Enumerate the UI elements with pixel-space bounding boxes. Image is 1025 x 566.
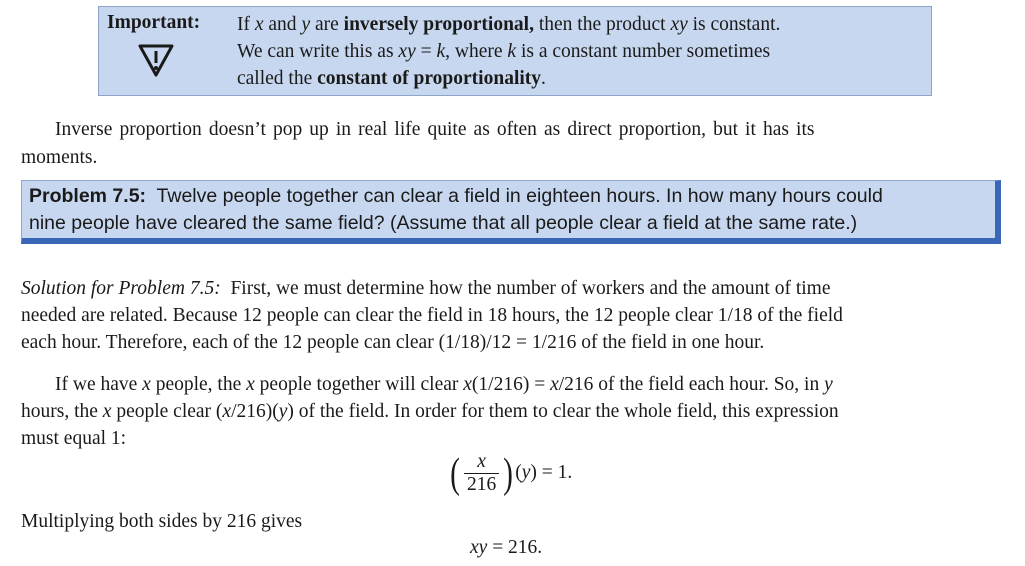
var-x: x (142, 374, 151, 395)
solution-label: Solution for Problem 7.5: (21, 278, 221, 299)
text: people clear ( (111, 401, 223, 422)
text: people, the (150, 374, 247, 395)
text: = (415, 41, 437, 62)
var-y: y (301, 14, 311, 35)
text: ) (530, 462, 537, 483)
problem-label: Problem 7.5: (29, 185, 147, 207)
left-paren: ( (450, 450, 460, 497)
var-x: x (102, 401, 112, 422)
text: people together will clear (254, 374, 464, 395)
text: = 216. (487, 537, 543, 558)
text: ( (515, 462, 522, 483)
important-line-3 (237, 65, 780, 92)
important-line-2 (237, 38, 780, 65)
constant-of-proportionality-term: constant of proportionality (317, 68, 542, 89)
solution-line-2: needed are related. Because 12 people can clear the field in 18 hours, the 12 people clear 1/18 of the field (21, 305, 843, 326)
fraction-numerator: x (464, 451, 499, 474)
var-xy: xy (670, 14, 688, 35)
text: and (263, 14, 302, 35)
text: ) of the field. In order for them to clear the whole field, this expression (287, 401, 839, 422)
solution-p2-line-3: must equal 1: (21, 428, 127, 449)
var-y: y (521, 462, 531, 483)
text: called the (237, 68, 318, 89)
var-x: x (463, 374, 472, 395)
text: First, we must determine how the number of workers and the amount of time (220, 278, 831, 299)
inversely-proportional-term: inversely proportional, (343, 14, 534, 35)
equation-1 (448, 447, 572, 499)
fraction-x-over-216 (464, 451, 499, 496)
var-xy: xy (470, 537, 488, 558)
text: . (541, 68, 546, 89)
fraction-denominator: 216 (467, 474, 497, 496)
solution-line-1 (21, 275, 830, 302)
text: We can write this as (237, 41, 399, 62)
problem-line-1 (29, 183, 883, 210)
important-box (98, 6, 932, 96)
var-y: y (278, 401, 288, 422)
text: hours, the (21, 401, 103, 422)
text: then the product (533, 14, 671, 35)
var-xy: xy (398, 41, 416, 62)
important-label: Important: (107, 12, 201, 33)
intro-line-1: Inverse proportion doesn’t pop up in real life quite as often as direct proportion, but it has its (55, 119, 815, 140)
solution-line-3: each hour. Therefore, each of the 12 people can clear (1/18)/12 = 1/216 of the field in one hour. (21, 332, 765, 353)
text: Twelve people together can clear a field in eighteen hours. In how many hours could (146, 185, 883, 207)
solution-p3: Multiplying both sides by 216 gives (21, 511, 303, 532)
var-x: x (246, 374, 255, 395)
text: , where (445, 41, 508, 62)
text: (1/216) = (471, 374, 551, 395)
problem-box (21, 180, 1001, 244)
equation-2 (470, 534, 542, 561)
solution-p2-line-1 (55, 371, 833, 398)
var-k: k (436, 41, 446, 62)
problem-text (29, 183, 883, 237)
problem-line-2: nine people have cleared the same field? (Assume that all people clear a field at the same rate.) (29, 212, 858, 234)
right-paren: ) (503, 450, 514, 497)
var-y: y (824, 374, 833, 395)
text: is a constant number sometimes (516, 41, 771, 62)
text: If (237, 14, 255, 35)
text: is constant. (687, 14, 781, 35)
text: are (310, 14, 344, 35)
text: = 1. (536, 462, 573, 483)
important-line-1 (237, 11, 780, 38)
text: /216)( (231, 401, 279, 422)
var-k: k (507, 41, 517, 62)
text: /216 of the field each hour. So, in (558, 374, 825, 395)
important-text (237, 11, 780, 92)
warning-triangle-icon (137, 43, 175, 79)
var-x: x (254, 14, 264, 35)
intro-line-2: moments. (21, 147, 98, 168)
text: If we have (55, 374, 143, 395)
var-x: x (550, 374, 559, 395)
solution-p2-line-2 (21, 398, 839, 425)
var-x: x (222, 401, 232, 422)
